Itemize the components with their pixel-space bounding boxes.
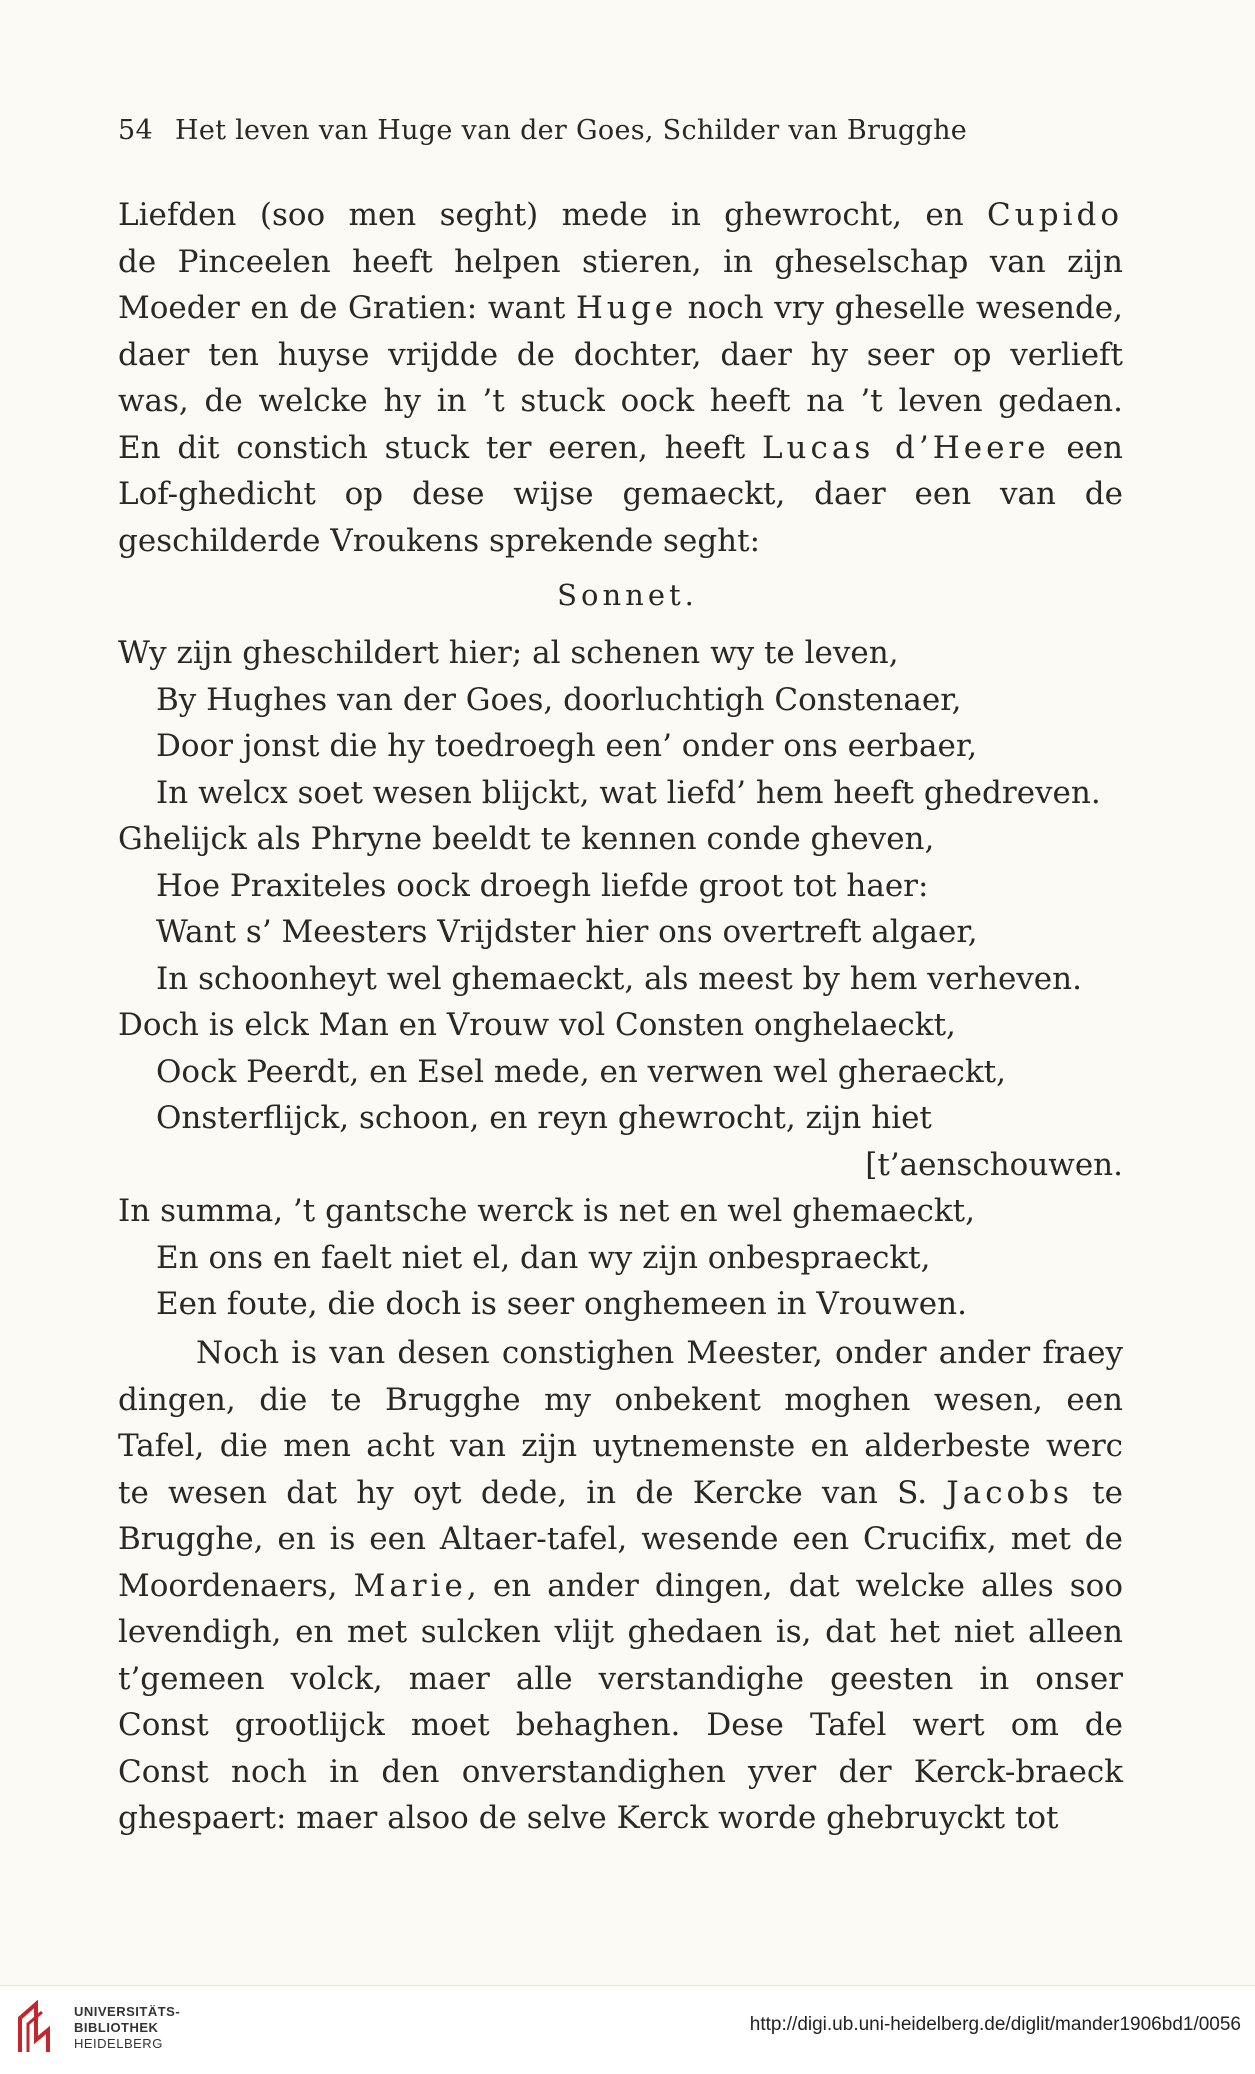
poem-line: In summa, ’t gantsche werck is net en wel ghemaeckt, [118,1193,975,1229]
page-number: 54 [118,115,153,146]
poem-line: By Hughes van der Goes, doorluchtigh Constenaer, [156,681,962,718]
paragraph-1 [118,192,1123,564]
library-footer [0,1985,1255,2074]
text-line: Moordenaers, Marie, en ander dingen, dat welcke alles soo [118,1567,1123,1604]
text-line: daer ten huyse vrijdde de dochter, daer hy seer op verlieft [118,336,1123,373]
text-line: dingen, die te Brugghe my onbekent moghen wesen, een [118,1381,1123,1418]
text-line: te wesen dat hy oyt dede, in de Kercke van S. Jacobs te [118,1474,1123,1511]
sonnet-poem [118,630,1123,1328]
poem-line: Want s’ Meesters Vrijdster hier ons overtreft algaer, [156,914,978,950]
text-line: levendigh, en met sulcken vlijt ghedaen is, dat het niet alleen [118,1614,1123,1650]
text-line: Lof-ghedicht op dese wijse gemaeckt, daer een van de [118,476,1123,512]
text-line: En dit constich stuck ter eeren, heeft Lucas d’Heere een [118,429,1123,466]
spaced-name: Jacobs [946,1474,1073,1511]
text-line: t’gemeen volck, maer alle verstandighe geesten in onser [118,1660,1123,1697]
spaced-name: Huge [575,290,678,326]
spaced-name: Lucas d’Heere [761,429,1050,466]
text-line: de Pinceelen heeft helpen stieren, in gheselschap van zijn [118,243,1123,280]
poem-line-continuation: [t’aenschouwen. [865,1146,1123,1183]
text-line: Const grootlijck moet behaghen. Dese Tafel wert om de [118,1707,1123,1743]
poem-line: Oock Peerdt, en Esel mede, en verwen wel gheraeckt, [156,1053,1006,1090]
text-line: was, de welcke hy in ’t stuck oock heeft na ’t leven gedaen. [118,383,1123,419]
text-line: Tafel, die men acht van zijn uytnemenste en alderbeste werc [118,1428,1123,1464]
poem-line: In welcx soet wesen blijckt, wat liefd’ hem heeft ghedreven. [156,774,1101,811]
text-line: Liefden (soo men seght) mede in ghewrocht, en Cupido [118,197,1123,233]
spaced-name: Marie [353,1567,467,1604]
text-line: Moeder en de Gratien: want Huge noch vry gheselle wesende, [118,290,1123,326]
text-line: Const noch in den onverstandighen yver der Kerck-braeck [118,1753,1123,1790]
poem-line: Door jonst die hy toedroegh een’ onder ons eerbaer, [156,728,978,764]
running-header [118,115,1133,146]
running-title: Het leven van Huge van der Goes, Schilder van Brugghe [174,115,968,146]
poem-line: Onsterflijck, schoon, en reyn ghewrocht, zijn hiet [156,1100,932,1136]
library-logo-icon [14,2000,64,2056]
text-line: ghespaert: maer alsoo de selve Kerck worde ghebruyckt tot [118,1800,1059,1836]
source-url-link[interactable]: http://digi.ub.uni-heidelberg.de/diglit/mander1906bd1/0056 [749,2014,1241,2035]
spaced-name: Cupido [987,197,1123,233]
text-line: Noch is van desen constighen Meester, onder ander fraey [196,1335,1123,1371]
sonnet-title: Sonnet. [557,578,698,612]
poem-line: Ghelijck als Phryne beeldt te kennen conde gheven, [118,821,935,857]
text-line: geschilderde Vroukens sprekende seght: [118,522,761,559]
poem-line: En ons en faelt niet el, dan wy zijn onbespraeckt, [156,1239,931,1276]
paragraph-2 [118,1330,1123,1842]
poem-line: Hoe Praxiteles oock droegh liefde groot tot haer: [156,867,929,904]
poem-line: Wy zijn gheschildert hier; al schenen wy te leven, [118,635,899,671]
library-name: UNIVERSITÄTS- BIBLIOTHEK HEIDELBERG [74,2004,181,2051]
poem-line: Een foute, die doch is seer onghemeen in Vrouwen. [156,1286,967,1322]
poem-line: In schoonheyt wel ghemaeckt, als meest by hem verheven. [156,960,1082,997]
poem-line: Doch is elck Man en Vrouw vol Consten onghelaeckt, [118,1007,956,1043]
text-line: Brugghe, en is een Altaer-tafel, wesende een Crucifix, met de [118,1521,1123,1557]
